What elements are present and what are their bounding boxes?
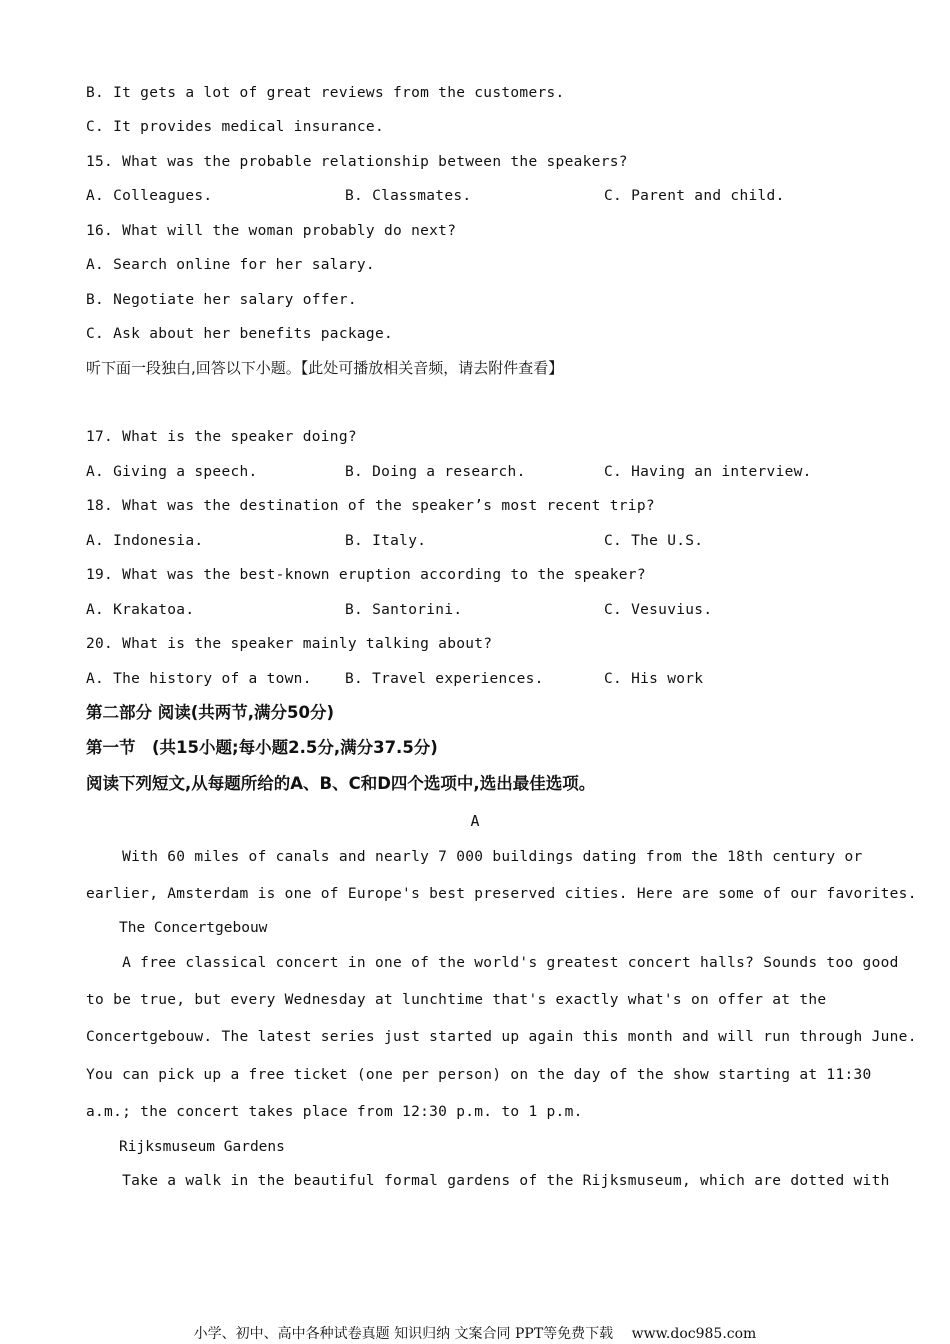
q20-stem: 20. What is the speaker mainly talking about?: [86, 636, 493, 652]
q17-stem: 17. What is the speaker doing?: [86, 429, 357, 445]
q16-option-c: C. Ask about her benefits package.: [86, 326, 394, 342]
q17-option-b: B. Doing a research.: [345, 464, 526, 480]
q17-option-a: A. Giving a speech.: [86, 464, 258, 480]
concertgebouw-line-1: A free classical concert in one of the world's greatest concert halls? Sounds too good: [86, 955, 899, 971]
q20-option-b: B. Travel experiences.: [345, 671, 544, 687]
q14-option-c: C. It provides medical insurance.: [86, 119, 384, 135]
passage-letter: A: [470, 812, 480, 830]
q18-option-b: B. Italy.: [345, 533, 427, 549]
q14-option-b: B. It gets a lot of great reviews from the customers.: [86, 85, 565, 101]
passage-intro-line-1: With 60 miles of canals and nearly 7 000 buildings dating from the 18th century or: [86, 849, 863, 865]
passage-intro-line-2: earlier, Amsterdam is one of Europe's best preserved cities. Here are some of our favorites.: [86, 886, 917, 902]
q16-option-b: B. Negotiate her salary offer.: [86, 292, 357, 308]
q16-option-a: A. Search online for her salary.: [86, 257, 375, 273]
concertgebouw-line-3: Concertgebouw. The latest series just started up again this month and will run through June.: [86, 1029, 917, 1045]
reading-instruction: 阅读下列短文,从每题所给的A、B、C和D四个选项中,选出最佳选项。: [86, 774, 596, 793]
monologue-instruction: 听下面一段独白,回答以下小题。【此处可播放相关音频，请去附件查看】: [86, 359, 564, 377]
q20-option-c: C. His work: [604, 671, 704, 687]
concertgebouw-line-4: You can pick up a free ticket (one per person) on the day of the show starting at 11:30: [86, 1067, 872, 1083]
q18-option-a: A. Indonesia.: [86, 533, 204, 549]
q19-stem: 19. What was the best-known eruption according to the speaker?: [86, 567, 646, 583]
q18-stem: 18. What was the destination of the speaker’s most recent trip?: [86, 498, 655, 514]
q19-option-c: C. Vesuvius.: [604, 602, 713, 618]
q15-option-b: B. Classmates.: [345, 188, 472, 204]
page-footer: 小学、初中、高中各种试卷真题 知识归纳 文案合同 PPT等免费下载 www.doc985.com: [193, 1326, 757, 1342]
q17-option-c: C. Having an interview.: [604, 464, 812, 480]
rijksmuseum-line-1: Take a walk in the beautiful formal gardens of the Rijksmuseum, which are dotted with: [86, 1173, 890, 1189]
q15-option-c: C. Parent and child.: [604, 188, 785, 204]
rijksmuseum-heading: Rijksmuseum Gardens: [119, 1139, 285, 1155]
q16-stem: 16. What will the woman probably do next?: [86, 223, 457, 239]
concertgebouw-line-2: to be true, but every Wednesday at lunchtime that's exactly what's on offer at the: [86, 992, 827, 1008]
part2-title: 第二部分 阅读(共两节,满分50分): [86, 703, 335, 722]
concertgebouw-line-5: a.m.; the concert takes place from 12:30 p.m. to 1 p.m.: [86, 1104, 583, 1120]
q19-option-a: A. Krakatoa.: [86, 602, 195, 618]
q20-option-a: A. The history of a town.: [86, 671, 312, 687]
q18-option-c: C. The U.S.: [604, 533, 704, 549]
section1-title: 第一节 (共15小题;每小题2.5分,满分37.5分): [86, 738, 438, 757]
q15-option-a: A. Colleagues.: [86, 188, 213, 204]
q19-option-b: B. Santorini.: [345, 602, 463, 618]
q15-stem: 15. What was the probable relationship between the speakers?: [86, 154, 628, 170]
concertgebouw-heading: The Concertgebouw: [119, 920, 268, 936]
